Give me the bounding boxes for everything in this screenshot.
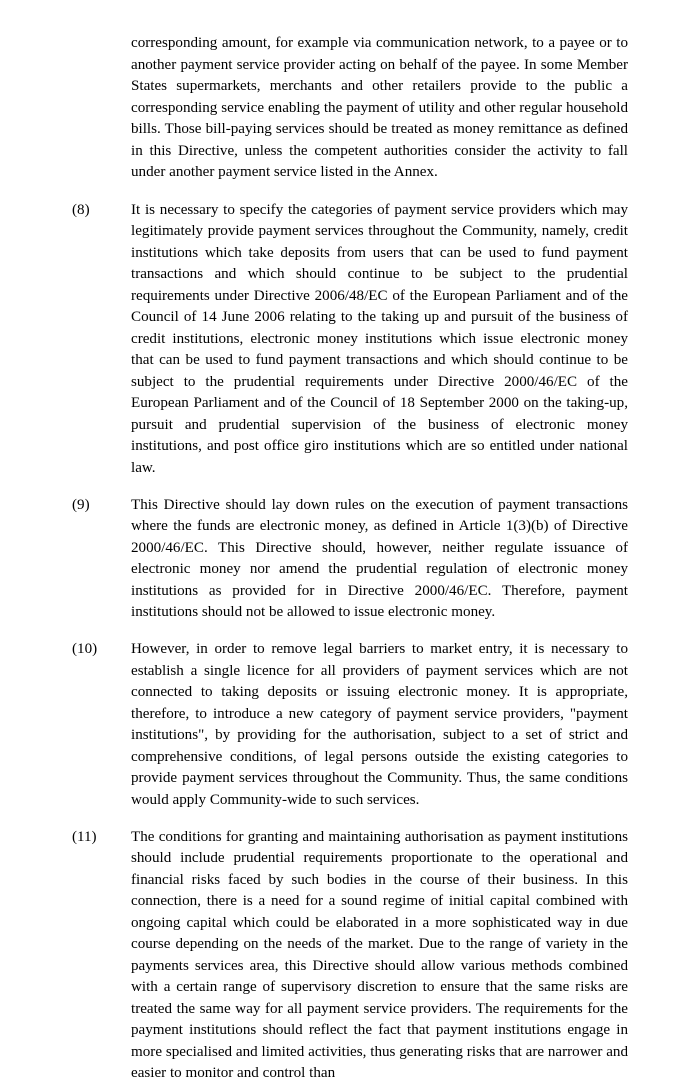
paragraph-number: (9)	[72, 496, 90, 513]
paragraph-number: (11)	[72, 828, 97, 845]
paragraph-number: (8)	[72, 201, 90, 218]
paragraph-text: It is necessary to specify the categories of payment service providers which may legitimately provide payment services throughout the Community, namely, credit institutions which take deposits from users that can be used to fund payment transactions and which should continue to be subject to the prudential requirements under Directive 2006/48/EC of the European Parliament and of the Council of 14 June 2006 relating to the taking up and pursuit of the business of credit institutions, electronic money institutions which issue electronic money that can be used to fund payment transactions and which should continue to be subject to the prudential requirements under Directive 2000/46/EC of the European Parliament and of the Council of 18 September 2000 on the taking-up, pursuit and prudential supervision of the business of electronic money institutions, and post office giro institutions which are so entitled under national law.	[131, 201, 628, 476]
paragraph-8	[72, 200, 628, 480]
paragraph-9	[72, 495, 628, 624]
paragraph-10	[72, 639, 628, 811]
paragraph-11	[72, 827, 628, 1085]
paragraph-number: (10)	[72, 641, 98, 657]
paragraph-text: corresponding amount, for example via communication network, to a payee or to another payment service provider acting on behalf of the payee. In some Member States supermarkets, merchants and other retailers provide to the public a corresponding service enabling the payment of utility and other regular household bills. Those bill-paying services should be treated as money remittance as defined in this Directive, unless the competent authorities consider the activity to fall under another payment service listed in the Annex.	[131, 35, 628, 180]
paragraph-continuation	[72, 33, 628, 184]
paragraph-text: However, in order to remove legal barriers to market entry, it is necessary to establish a single licence for all providers of payment services which are not connected to taking deposits or issuing electronic money. It is appropriate, therefore, to introduce a new category of payment service providers, "payment institutions", by providing for the authorisation, subject to a set of strict and comprehensive conditions, of legal persons outside the existing categories to provide payment services throughout the Community. Thus, the same conditions would apply Community-wide to such services.	[131, 641, 628, 808]
paragraph-text: The conditions for granting and maintaining authorisation as payment institutions should include prudential requirements proportionate to the operational and financial risks faced by such bodies in the course of their business. In this connection, there is a need for a sound regime of initial capital combined with ongoing capital which could be elaborated in a more sophisticated way in due course depending on the needs of the market. Due to the range of variety in the payments services area, this Directive should allow various methods combined with a certain range of supervisory discretion to ensure that the same risks are treated the same way for all payment service providers. The requirements for the payment institutions should reflect the fact that payment institutions engage in more specialised and limited activities, thus generating risks that are narrower and easier to monitor and control than	[131, 828, 628, 1081]
paragraph-text: This Directive should lay down rules on the execution of payment transactions where the funds are electronic money, as defined in Article 1(3)(b) of Directive 2000/46/EC. This Directive should, however, neither regulate issuance of electronic money nor amend the prudential regulation of electronic money institutions as provided for in Directive 2000/46/EC. Therefore, payment institutions should not be allowed to issue electronic money.	[131, 496, 628, 620]
